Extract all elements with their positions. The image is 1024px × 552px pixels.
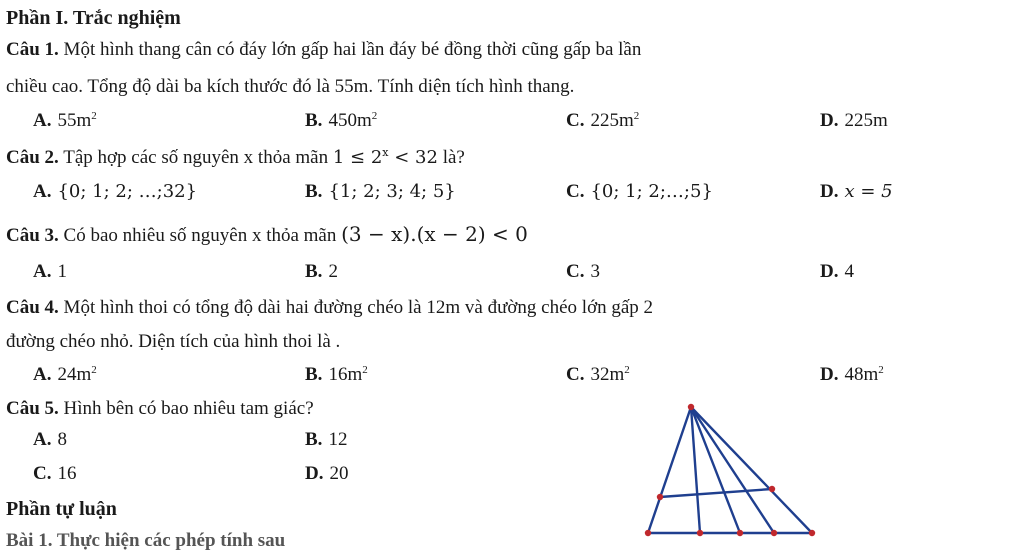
question-3-text: Có bao nhiêu số nguyên x thỏa mãn	[63, 225, 337, 246]
q4-option-c[interactable]: C. $32m^2$	[566, 364, 630, 385]
q4-option-b[interactable]: B. $16m^2$	[305, 364, 368, 385]
figure-right-mid-dot	[769, 486, 775, 492]
q5-option-b[interactable]: B. 12	[305, 429, 348, 450]
question-2-options	[0, 179, 1024, 205]
question-2-label: Câu 2.	[6, 147, 59, 168]
q5-option-c[interactable]: C. 16	[33, 463, 77, 484]
figure-base-dot-3	[737, 530, 743, 536]
question-1-line-1	[6, 38, 641, 62]
section-1-title: Phần I. Trắc nghiệm	[6, 7, 181, 29]
q2-option-c[interactable]: C. {0; 1; 2;…;5}	[566, 181, 713, 202]
q1-option-d[interactable]: D. 225m	[820, 110, 888, 131]
q3-option-a[interactable]: A. 1	[33, 261, 67, 282]
q3-option-c[interactable]: C. 3	[566, 261, 600, 282]
figure-base-dot-2	[697, 530, 703, 536]
q4-option-a[interactable]: A. $24m^2$	[33, 364, 97, 385]
figure-right-side	[691, 407, 812, 533]
question-5-options-row-2	[0, 461, 600, 487]
question-3-label: Câu 3.	[6, 225, 59, 246]
question-3-line	[6, 222, 528, 248]
figure-base-dot-5	[809, 530, 815, 536]
question-1-options	[0, 108, 1024, 134]
question-1-text-line-1: Một hình thang cân có đáy lớn gấp hai lần đáy bé đồng thời cũng gấp ba lần	[63, 39, 642, 60]
q3-option-b[interactable]: B. 2	[305, 261, 338, 282]
figure-base-dot-4	[771, 530, 777, 536]
q2-option-a[interactable]: A. {0; 1; 2; …;32}	[33, 181, 198, 202]
q4-option-d[interactable]: D. $48m^2$	[820, 364, 884, 385]
question-5-label: Câu 5.	[6, 398, 59, 419]
figure-cross-segment	[660, 489, 772, 497]
question-1-text-line-2: chiều cao. Tổng độ dài ba kích thước đó là 55m. Tính diện tích hình thang.	[6, 76, 575, 97]
section-2-title: Phần tự luận	[6, 498, 117, 520]
figure-apex-dot	[688, 404, 694, 410]
figure-left-side	[648, 407, 691, 533]
bai-1-partial-heading: Bài 1. Thực hiện các phép tính sau	[6, 530, 286, 551]
question-1-label: Câu 1.	[6, 39, 59, 60]
question-2-text: Tập hợp các số nguyên x thỏa mãn	[63, 147, 329, 168]
question-4-options	[0, 362, 1024, 388]
question-4-text-line-2: đường chéo nhỏ. Diện tích của hình thoi là .	[6, 331, 341, 352]
q1-option-a[interactable]: A. $55m^2$	[33, 110, 97, 131]
q5-option-a[interactable]: A. 8	[33, 429, 67, 450]
question-4-line-1	[6, 296, 653, 320]
question-2-suffix: là?	[437, 147, 465, 168]
q2-option-b[interactable]: B. {1; 2; 3; 4; 5}	[305, 181, 456, 202]
question-4-text-line-1: Một hình thoi có tổng độ dài hai đường chéo là 12m và đường chéo lớn gấp 2	[63, 297, 654, 318]
triangle-figure	[636, 398, 826, 543]
question-3-options	[0, 259, 1024, 285]
question-5-options-row-1	[0, 427, 600, 453]
q1-option-c[interactable]: C. $225m^2$	[566, 110, 640, 131]
question-2-inequality: $1 \le 2^x < 32$	[332, 146, 438, 168]
q1-option-b[interactable]: B. $450m^2$	[305, 110, 378, 131]
question-3-inequality: (3 − x).(x − 2) < 0	[341, 222, 528, 246]
q5-option-d[interactable]: D. 20	[305, 463, 349, 484]
figure-left-mid-dot	[657, 494, 663, 500]
question-4-label: Câu 4.	[6, 297, 59, 318]
q3-option-d[interactable]: D. 4	[820, 261, 854, 282]
q2-option-d[interactable]: D. x = 5	[820, 181, 893, 202]
question-2-line	[6, 146, 465, 170]
question-5-text: Hình bên có bao nhiêu tam giác?	[63, 398, 314, 419]
figure-base-dot-1	[645, 530, 651, 536]
question-5-line	[6, 397, 314, 421]
